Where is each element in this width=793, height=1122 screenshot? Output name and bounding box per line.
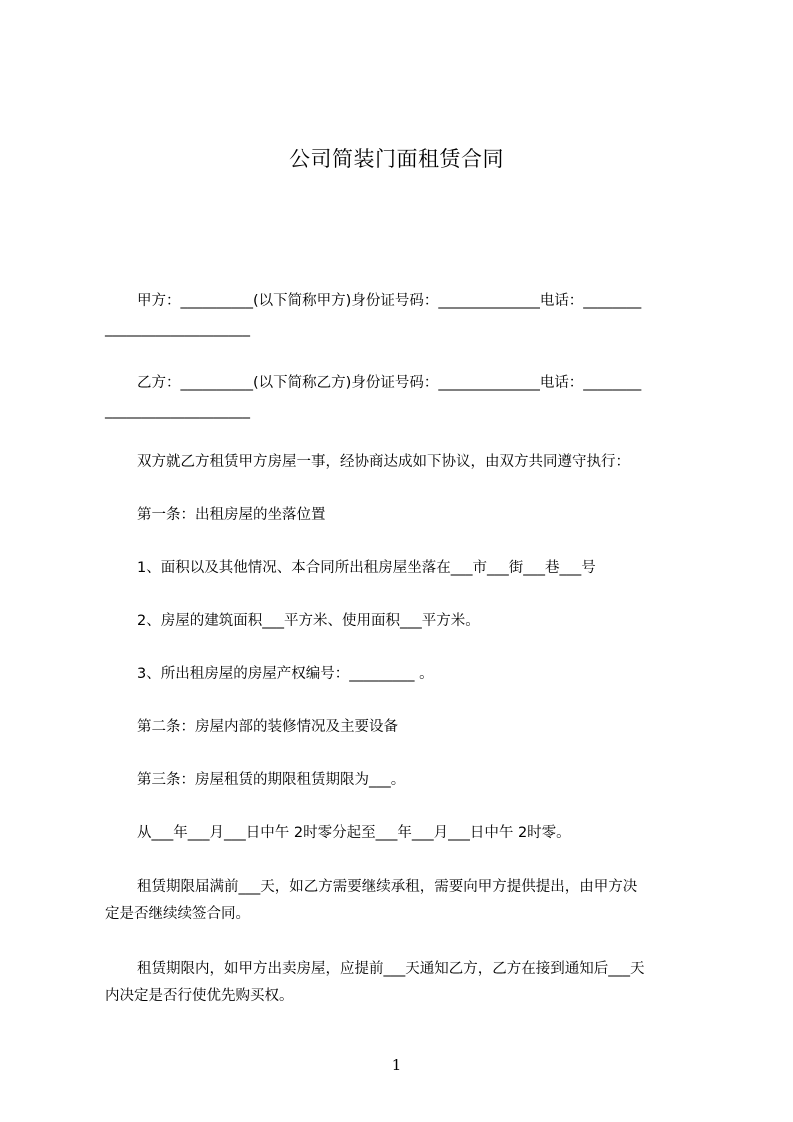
party-b-line: 乙方：__________(以下简称乙方)身份证号码：______________电话：________	[137, 375, 642, 391]
party-a-line-continued: ____________________	[105, 321, 250, 337]
clause-item-3: 3、所出租房屋的房屋产权编号：_________ 。	[137, 666, 434, 682]
party-b-line-continued: ____________________	[105, 403, 250, 419]
article-2-heading: 第二条：房屋内部的装修情况及主要设备	[137, 719, 398, 735]
document-title: 公司简装门面租赁合同	[289, 147, 504, 171]
renewal-paragraph-continued: 定是否继续续签合同。	[105, 906, 250, 922]
article-3-heading: 第三条：房屋租赁的期限租赁期限为___。	[137, 772, 406, 788]
party-a-line: 甲方：__________(以下简称甲方)身份证号码：______________电话：________	[137, 293, 642, 309]
sale-paragraph: 租赁期限内，如甲方出卖房屋，应提前___天通知乙方，乙方在接到通知后___天	[137, 961, 645, 977]
preamble-paragraph: 双方就乙方租赁甲方房屋一事，经协商达成如下协议，由双方共同遵守执行：	[137, 454, 630, 470]
renewal-paragraph: 租赁期限届满前___天，如乙方需要继续承租，需要向甲方提供提出，由甲方决	[137, 879, 638, 895]
clause-item-2: 2、房屋的建筑面积___平方米、使用面积___平方米。	[137, 613, 480, 629]
page-number: 1	[391, 1056, 402, 1074]
clause-item-1: 1、面积以及其他情况、本合同所出租房屋坐落在___市___街___巷___号	[137, 560, 596, 576]
article-1-heading: 第一条：出租房屋的坐落位置	[137, 507, 326, 523]
lease-period-line: 从___年___月___日中午 2时零分起至___年___月___日中午 2时零。	[137, 825, 571, 841]
sale-paragraph-continued: 内决定是否行使优先购买权。	[105, 988, 294, 1004]
